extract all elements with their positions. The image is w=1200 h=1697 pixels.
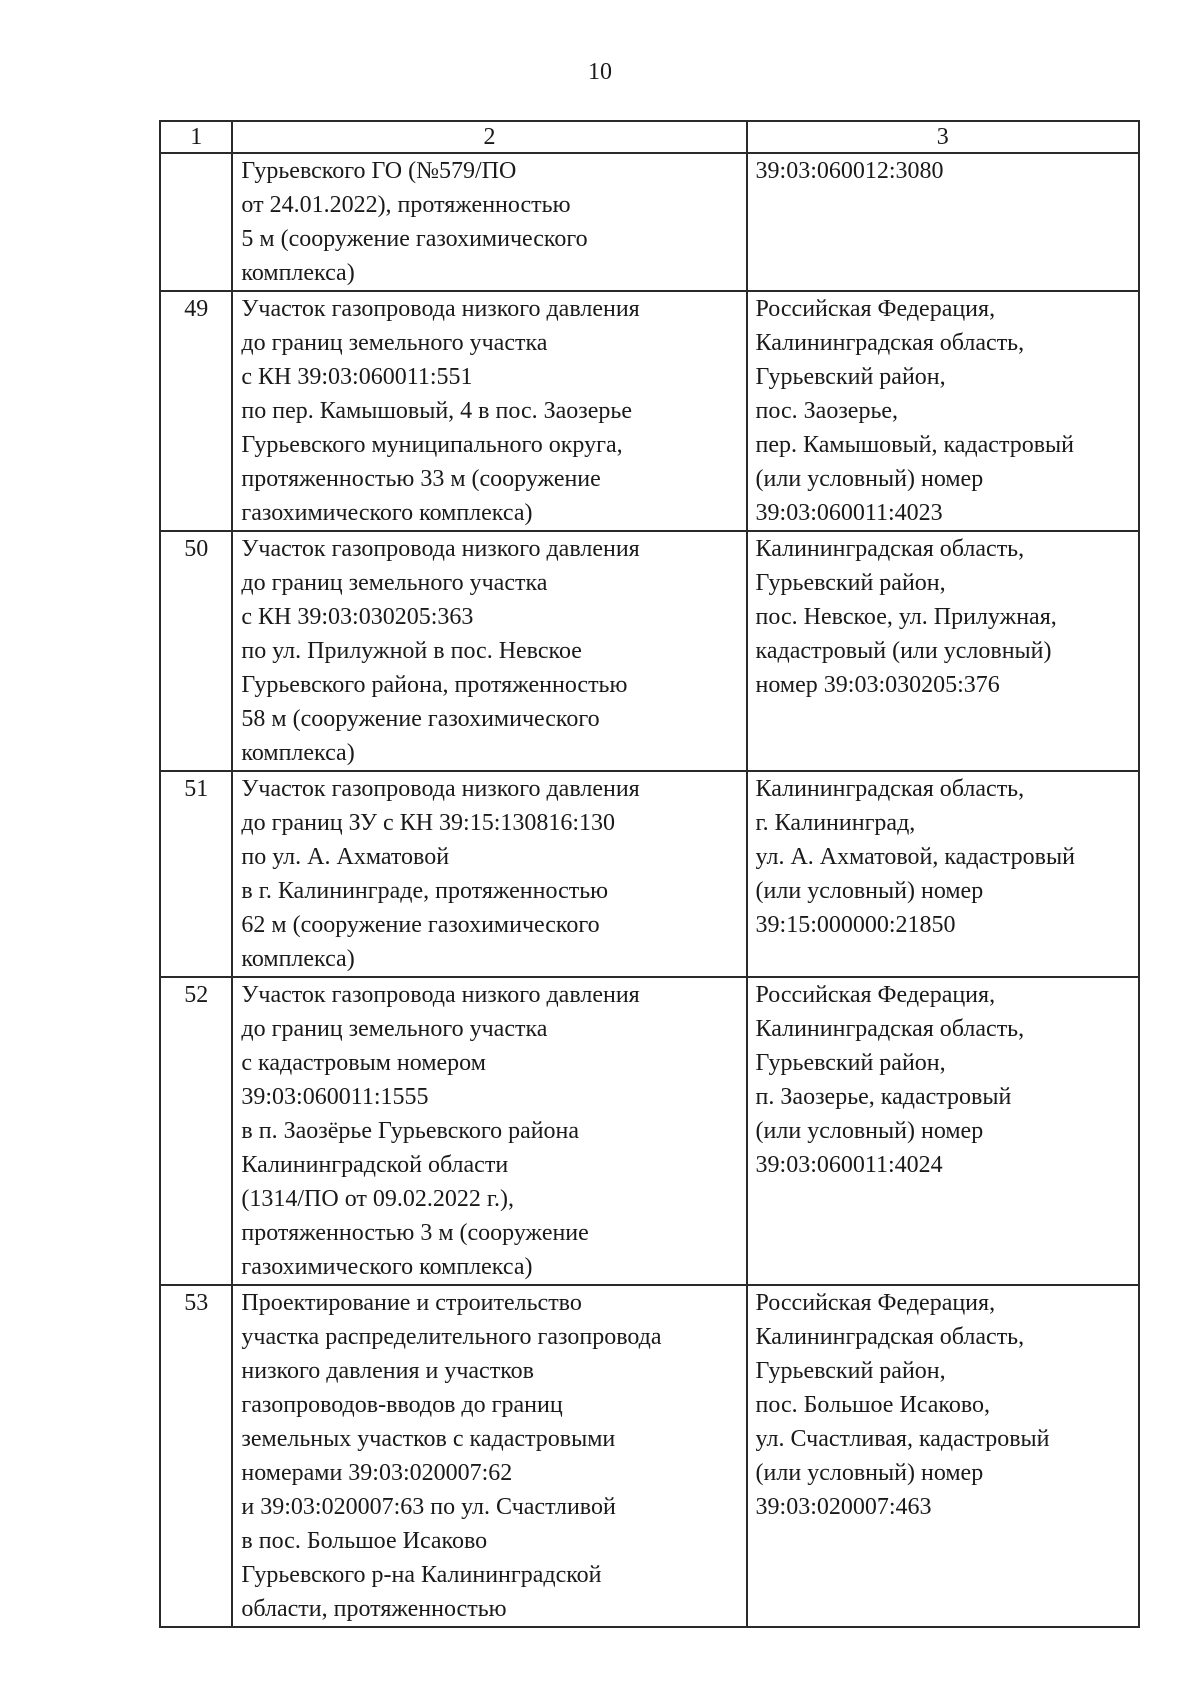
description-line: с КН 39:03:060011:551 xyxy=(241,364,473,390)
table-row xyxy=(160,291,1139,531)
description-line: 5 м (сооружение газохимического xyxy=(241,226,588,252)
table-row xyxy=(160,771,1139,977)
object-location xyxy=(747,771,1139,977)
description-line: Проектирование и строительство xyxy=(241,1290,582,1316)
object-location xyxy=(747,291,1139,531)
description-line: Участок газопровода низкого давления xyxy=(241,776,640,802)
description-line: земельных участков с кадастровыми xyxy=(241,1426,616,1452)
location-line: пер. Камышовый, кадастровый xyxy=(755,432,1075,458)
description-line: Гурьевского р-на Калининградской xyxy=(241,1562,602,1588)
location-line: Калининградская область, xyxy=(755,536,1025,562)
row-number xyxy=(160,153,232,291)
location-line: 39:15:000000:21850 xyxy=(755,912,956,938)
location-line: Калининградская область, xyxy=(755,330,1025,356)
description-line: 62 м (сооружение газохимического xyxy=(241,912,600,938)
row-number: 49 xyxy=(160,291,232,531)
description-line: (1314/ПО от 09.02.2022 г.), xyxy=(241,1186,515,1212)
object-description xyxy=(232,153,746,291)
object-description xyxy=(232,1285,746,1627)
location-line: Гурьевский район, xyxy=(755,364,946,390)
description-line: в г. Калининграде, протяженностью xyxy=(241,878,609,904)
description-line: комплекса) xyxy=(241,946,355,972)
row-number: 51 xyxy=(160,771,232,977)
object-description xyxy=(232,977,746,1285)
location-line: пос. Заозерье, xyxy=(755,398,899,424)
description-line: до границ земельного участка xyxy=(241,570,548,596)
row-number: 52 xyxy=(160,977,232,1285)
description-line: до границ ЗУ с КН 39:15:130816:130 xyxy=(241,810,616,836)
description-line: протяженностью 3 м (сооружение xyxy=(241,1220,589,1246)
description-line: от 24.01.2022), протяженностью xyxy=(241,192,571,218)
object-description xyxy=(232,291,746,531)
description-line: 58 м (сооружение газохимического xyxy=(241,706,600,732)
description-line: по ул. А. Ахматовой xyxy=(241,844,450,870)
description-line: по ул. Прилужной в пос. Невское xyxy=(241,638,582,664)
description-line: номерами 39:03:020007:62 xyxy=(241,1460,513,1486)
location-line: Российская Федерация, xyxy=(755,982,996,1008)
description-line: Гурьевского ГО (№579/ПО xyxy=(241,158,517,184)
location-line: Калининградская область, xyxy=(755,1016,1025,1042)
location-line: Калининградская область, xyxy=(755,1324,1025,1350)
description-line: низкого давления и участков xyxy=(241,1358,534,1384)
registry-table xyxy=(159,120,1140,1628)
location-line: пос. Большое Исаково, xyxy=(755,1392,990,1418)
description-line: Гурьевского района, протяженностью xyxy=(241,672,628,698)
table-row xyxy=(160,1285,1139,1627)
object-location xyxy=(747,531,1139,771)
description-line: газохимического комплекса) xyxy=(241,1254,533,1280)
page-number: 10 xyxy=(588,59,612,85)
description-line: Гурьевского муниципального округа, xyxy=(241,432,623,458)
table-row xyxy=(160,153,1139,291)
description-line: участка распределительного газопровода xyxy=(241,1324,662,1350)
location-line: 39:03:060011:4024 xyxy=(755,1152,943,1178)
location-line: (или условный) номер xyxy=(755,466,984,492)
location-line: (или условный) номер xyxy=(755,1118,984,1144)
description-line: комплекса) xyxy=(241,260,355,286)
location-line: пос. Невское, ул. Прилужная, xyxy=(755,604,1057,630)
table-header-row xyxy=(160,121,1139,153)
location-line: Российская Федерация, xyxy=(755,1290,996,1316)
location-line: Гурьевский район, xyxy=(755,1050,946,1076)
location-line: ул. Счастливая, кадастровый xyxy=(755,1426,1050,1452)
description-line: и 39:03:020007:63 по ул. Счастливой xyxy=(241,1494,616,1520)
object-description xyxy=(232,771,746,977)
location-line: ул. А. Ахматовой, кадастровый xyxy=(755,844,1075,870)
description-line: области, протяженностью xyxy=(241,1596,507,1622)
description-line: с КН 39:03:030205:363 xyxy=(241,604,474,630)
location-line: (или условный) номер xyxy=(755,1460,984,1486)
description-line: газопроводов-вводов до границ xyxy=(241,1392,563,1418)
location-line: кадастровый (или условный) xyxy=(755,638,1052,664)
location-line: г. Калининград, xyxy=(755,810,916,836)
description-line: по пер. Камышовый, 4 в пос. Заозерье xyxy=(241,398,632,424)
row-number: 50 xyxy=(160,531,232,771)
location-line: 39:03:020007:463 xyxy=(755,1494,932,1520)
location-line: Калининградская область, xyxy=(755,776,1025,802)
object-location xyxy=(747,1285,1139,1627)
location-line: 39:03:060012:3080 xyxy=(755,158,944,184)
location-line: п. Заозерье, кадастровый xyxy=(755,1084,1012,1110)
location-line: Российская Федерация, xyxy=(755,296,996,322)
location-line: Гурьевский район, xyxy=(755,570,946,596)
object-location xyxy=(747,977,1139,1285)
object-description xyxy=(232,531,746,771)
description-line: газохимического комплекса) xyxy=(241,500,533,526)
description-line: Участок газопровода низкого давления xyxy=(241,982,640,1008)
description-line: до границ земельного участка xyxy=(241,1016,548,1042)
description-line: комплекса) xyxy=(241,740,355,766)
header-col-2: 2 xyxy=(232,121,746,153)
header-col-1: 1 xyxy=(160,121,232,153)
location-line: номер 39:03:030205:376 xyxy=(755,672,1000,698)
description-line: в пос. Большое Исаково xyxy=(241,1528,488,1554)
location-line: (или условный) номер xyxy=(755,878,984,904)
description-line: Участок газопровода низкого давления xyxy=(241,296,640,322)
description-line: до границ земельного участка xyxy=(241,330,548,356)
description-line: Участок газопровода низкого давления xyxy=(241,536,640,562)
table-row xyxy=(160,977,1139,1285)
header-col-3: 3 xyxy=(747,121,1139,153)
row-number: 53 xyxy=(160,1285,232,1627)
description-line: 39:03:060011:1555 xyxy=(241,1084,429,1110)
description-line: протяженностью 33 м (сооружение xyxy=(241,466,601,492)
object-location xyxy=(747,153,1139,291)
location-line: 39:03:060011:4023 xyxy=(755,500,943,526)
description-line: с кадастровым номером xyxy=(241,1050,486,1076)
description-line: в п. Заозёрье Гурьевского района xyxy=(241,1118,580,1144)
location-line: Гурьевский район, xyxy=(755,1358,946,1384)
table-row xyxy=(160,531,1139,771)
description-line: Калининградской области xyxy=(241,1152,509,1178)
